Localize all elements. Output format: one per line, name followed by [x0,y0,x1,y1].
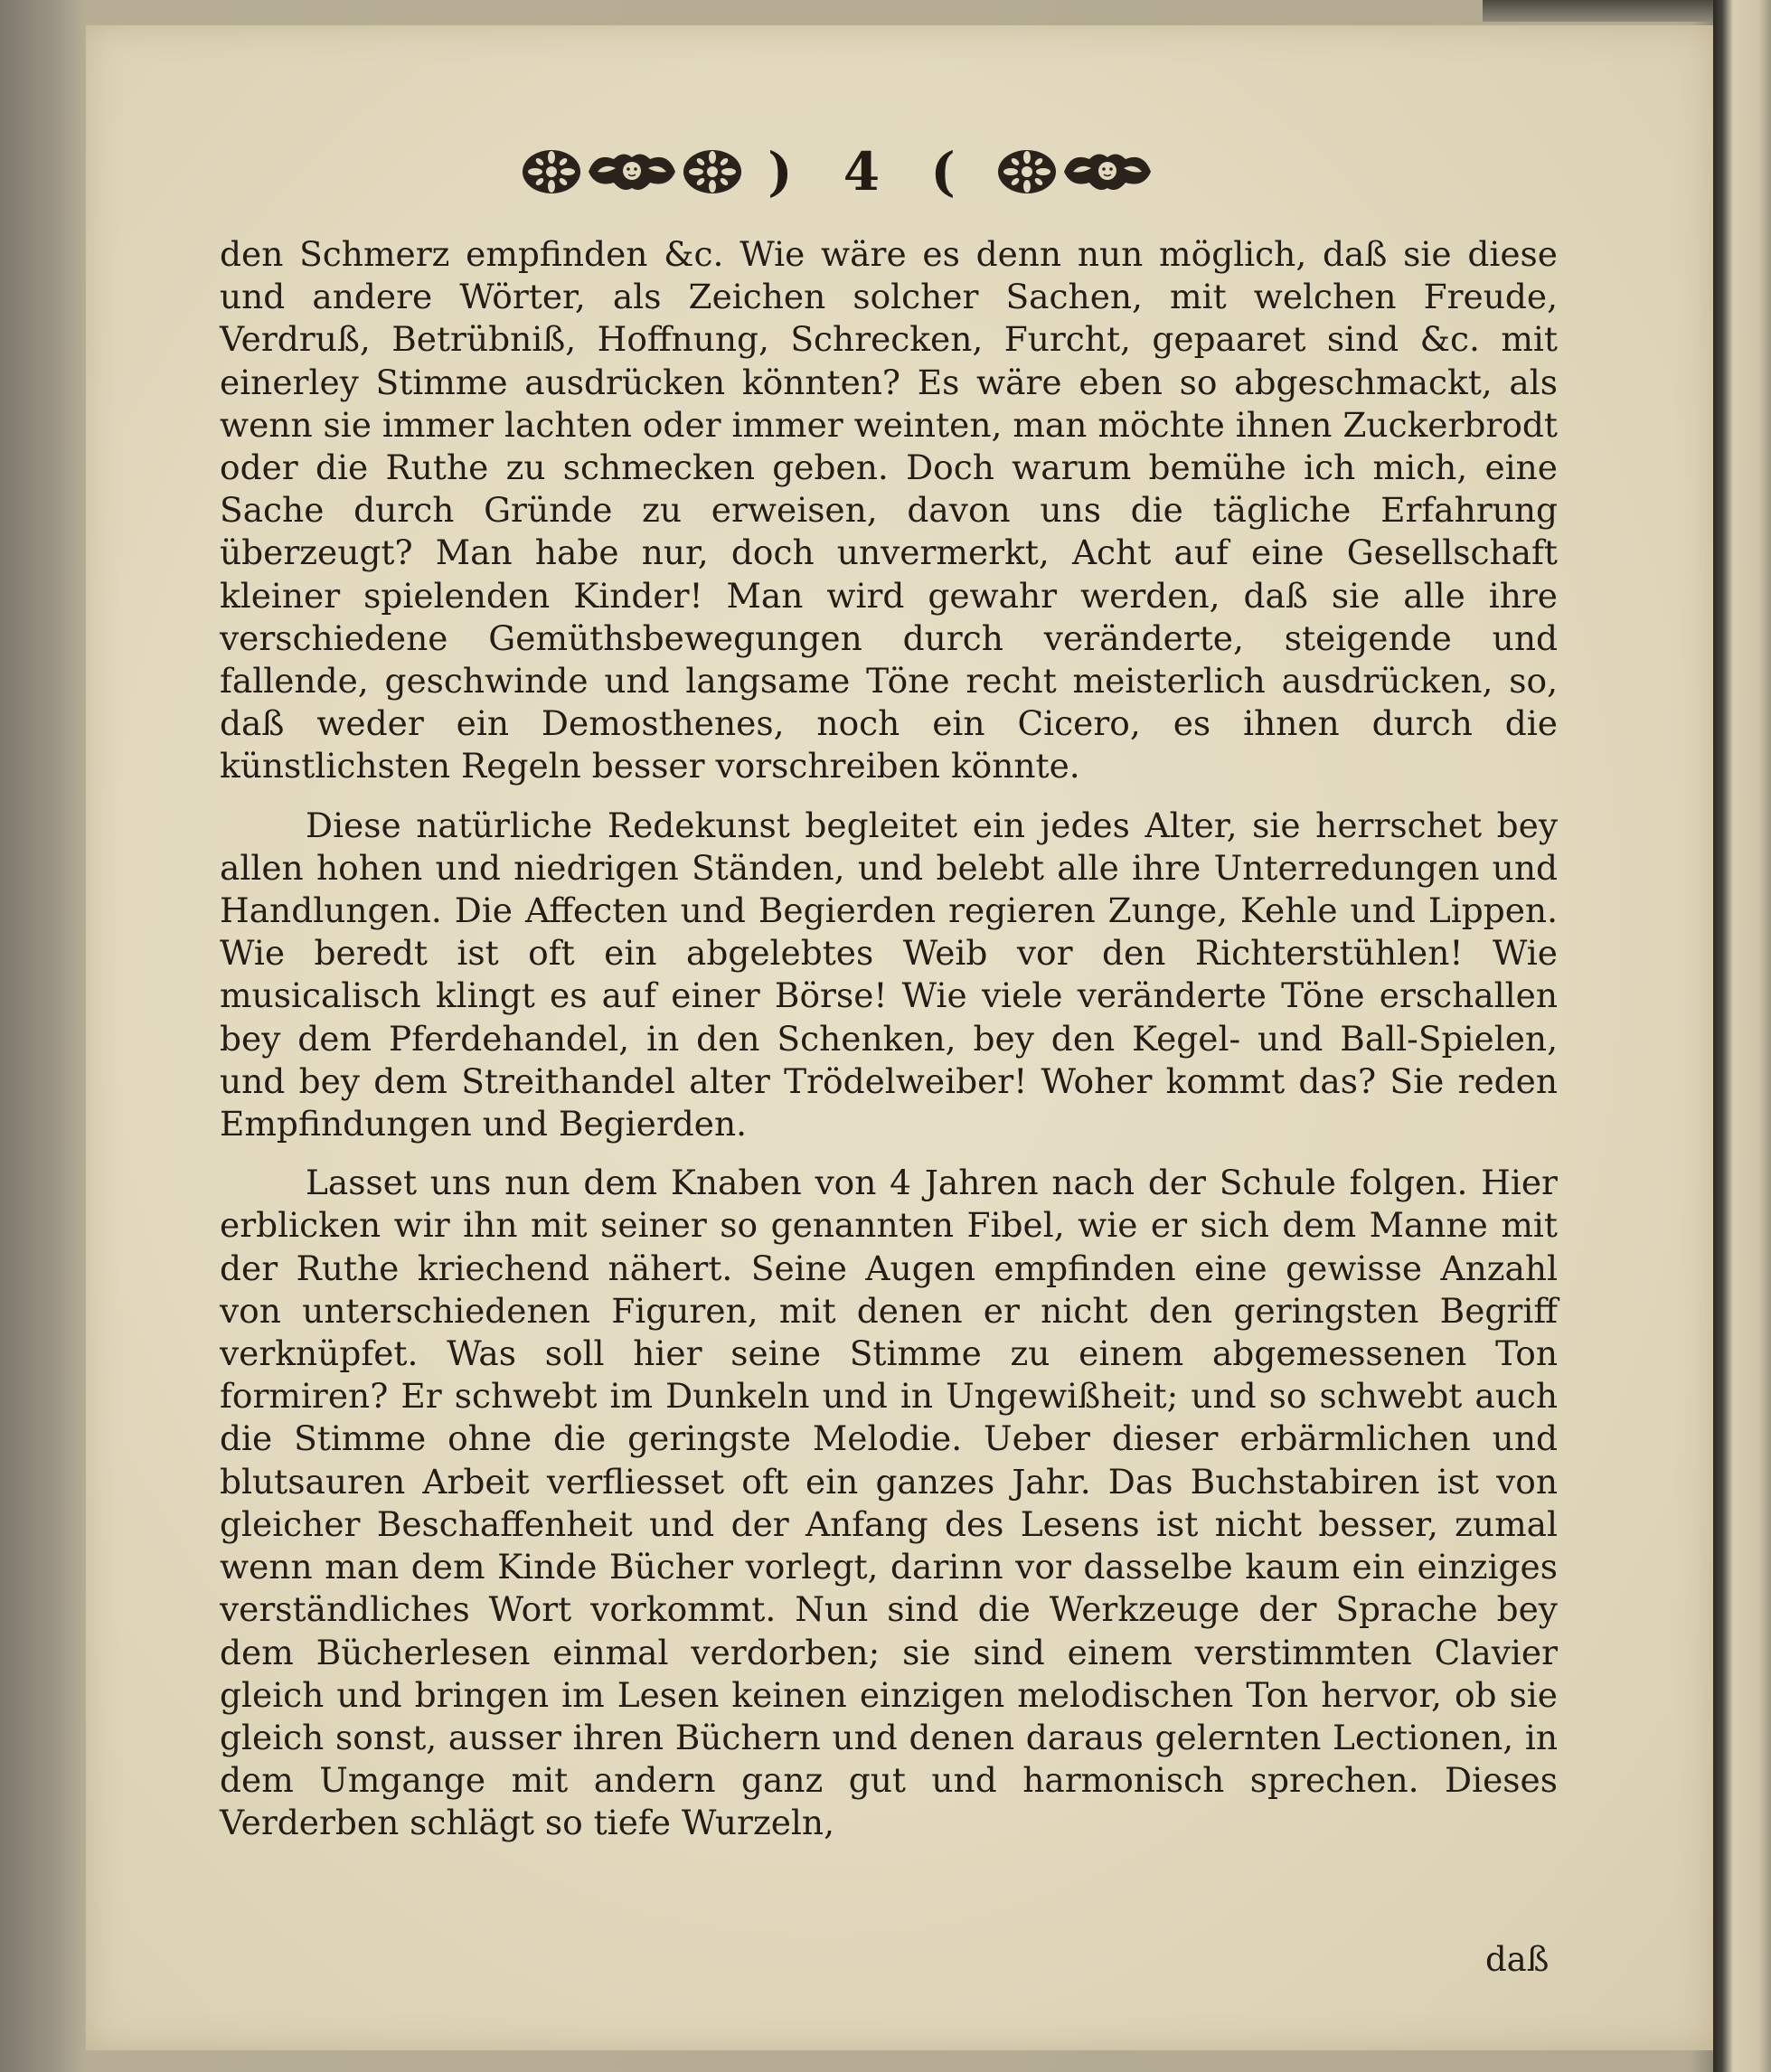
cherub-head-ornament-icon [1062,146,1153,197]
paragraph-2: Diese natürliche Redekunst begleitet ein jedes Alter, sie herrschet bey allen hohen und niedrigen Ständen, und belebt alle ihre Unterredungen und Handlungen. Die Affecten und Begierden regieren Zunge, Kehle und Lippen. Wie beredt ist oft ein abgelebtes Weib vor den Richterstühlen! Wie musicalisch klingt es auf einer Börse! Wie viele veränderte Töne erschallen bey dem Pferdehandel, in den Schenken, bey den Kegel- und Ball-Spielen, und bey dem Streithandel alter Trödelweiber! Woher kommt das? Sie reden Empfindungen und Begierden. [220,805,1558,1144]
book-binding-edge [1713,0,1771,2072]
rosette-ornament-icon [995,146,1059,197]
header-ornament-left [520,146,744,197]
paragraph-1: den Schmerz empfinden &c. Wie wäre es denn nun möglich, daß sie diese und andere Wörter, als Zeichen solcher Sachen, mit welchen Freude, Verdruß, Betrübniß, Hoffnung, Schrecken, Furcht, gepaaret sind &c. mit einerley Stimme ausdrücken könnten? Es wäre eben so abgeschmackt, als wenn sie immer lachten oder immer weinten, man möchte ihnen Zuckerbrodt oder die Ruthe zu schmecken geben. Doch warum bemühe ich mich, eine Sache durch Gründe zu erweisen, davon uns die tägliche Erfahrung überzeugt? Man habe nur, doch unvermerkt, Acht auf eine Gesellschaft kleiner spielenden Kinder! Man wird gewahr werden, daß sie alle ihre verschiedene Gemüthsbewegungen durch veränderte, steigende und fallende, geschwinde und langsame Töne recht meisterlich ausdrücken, so, daß weder ein Demosthenes, noch ein Cicero, es ihnen durch die künstlichsten Regeln besser vorschreiben könnte. [220,234,1558,786]
page-header [479,136,1193,208]
cherub-head-ornament-icon [587,146,677,197]
paragraph-3: Lasset uns nun dem Knaben von 4 Jahren nach der Schule folgen. Hier erblicken wir ihn mit seiner so genannten Fibel, wie er sich dem Manne mit der Ruthe kriechend nähert. Seine Augen empfinden eine gewisse Anzahl von unterschiedenen Figuren, mit denen er nicht den geringsten Begriff verknüpfet. Was soll hier seine Stimme zu einem abgemessenen Ton formiren? Er schwebt im Dunkeln und in Ungewißheit; und so schwebt auch die Stimme ohne die geringste Melodie. Ueber dieser erbärmlichen und blutsauren Arbeit verfliesset oft ein ganzes Jahr. Das Buchstabiren ist von gleicher Beschaffenheit und der Anfang des Lesens ist nicht besser, zumal wenn man dem Kinde Bücher vorlegt, darinn vor dasselbe kaum ein einziges verständliches Wort vorkommt. Nun sind die Werkzeuge der Sprache bey dem Bücherlesen einmal verdorben; sie sind einem verstimmten Clavier gleich und bringen im Lesen keinen einzigen melodischen Ton hervor, ob sie gleich sonst, ausser ihren Büchern und denen daraus gelernten Lectionen, in dem Umgange mit andern ganz gut und harmonisch sprechen. Dieses Verderben schlägt so tiefe Wurzeln, [220,1163,1558,1843]
binding-top-edge [1483,0,1718,22]
page-number: ) 4 ( [768,141,972,202]
rosette-ornament-icon [681,146,744,197]
page-body-text [220,233,1558,1861]
rosette-ornament-icon [520,146,583,197]
header-ornament-right [995,146,1153,197]
catchword: daß [1485,1940,1550,1979]
